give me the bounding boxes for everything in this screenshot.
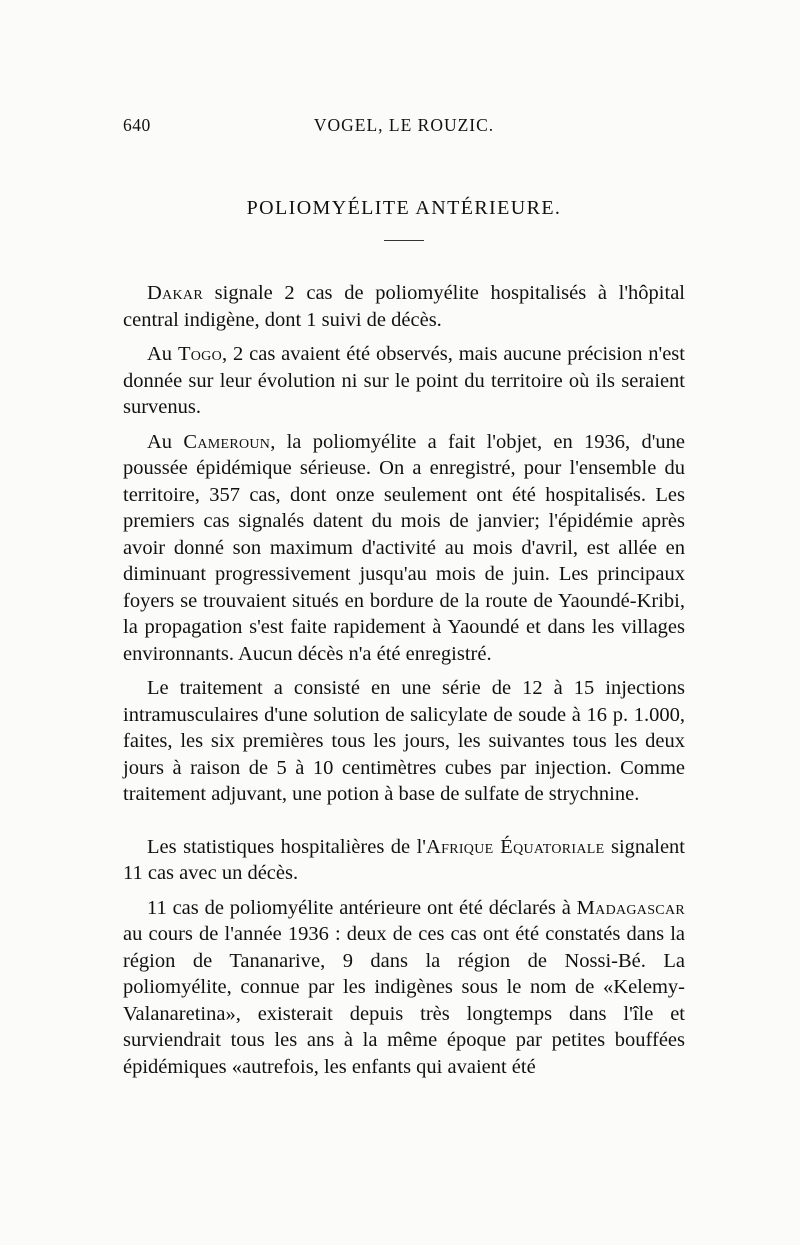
page-header	[123, 115, 685, 143]
paragraph-text: Le traitement a consisté en une série de 12 à 15 injections intramusculaires d'une solution de salicylate de soude à 16 p. 1.000, faites, les six premières tous les jours, les suivantes tous les deux jours à raison de 5 à 10 centimètres cubes par injection. Comme traitement adjuvant, une potion à base de sulfate de strychnine.	[123, 677, 685, 805]
title-rule	[384, 240, 424, 241]
paragraph-togo	[123, 341, 685, 421]
page-number: 640	[123, 115, 151, 135]
paragraph-cameroun	[123, 429, 685, 668]
place-name: Madagascar	[576, 896, 685, 919]
paragraph-text: , la poliomyélite a fait l'objet, en 1936, d'une poussée épidémique sérieuse. On a enregistré, pour l'ensemble du territoire, 357 cas, dont onze seulement ont été hospitalisés. Les premiers cas signalés datent du mois de janvier; l'épidémie après avoir donné son maximum d'activité au mois d'avril, est allée en diminuant progressivement jusqu'au mois de juin. Les principaux foyers se trouvaient situés en bordure de la route de Yaoundé-Kribi, la propagation s'est faite rapidement à Yaoundé et dans les villages environnants. Aucun décès n'a été enregistré.	[123, 430, 685, 665]
paragraph-start: Au	[147, 343, 178, 365]
body-text	[123, 280, 685, 1088]
paragraph-text: signalent 11 cas avec un décès.	[123, 835, 685, 884]
paragraph-dakar	[123, 280, 685, 333]
section-title: POLIOMYÉLITE ANTÉRIEURE.	[246, 197, 562, 219]
place-name: Togo	[177, 343, 222, 365]
paragraph-start: Les statistiques hospitalières de l'	[147, 835, 427, 858]
paragraph-text: signale 2 cas de poliomyélite hospitalisés à l'hôpital central indigène, dont 1 suivi de décès.	[123, 282, 685, 331]
paragraph-start: 11 cas de poliomyélite antérieure ont été déclarés à	[147, 896, 577, 919]
paragraph-madagascar	[123, 895, 685, 1081]
paragraph-afrique-equatoriale	[123, 834, 685, 887]
place-name: Cameroun	[183, 430, 271, 453]
place-name: Dakar	[147, 282, 203, 304]
paragraph-text: , 2 cas avaient été observés, mais aucune précision n'est donnée sur leur évolution ni sur le point du territoire où ils seraient survenus.	[123, 343, 685, 418]
running-title: VOGEL, LE ROUZIC.	[313, 115, 495, 135]
paragraph-traitement	[123, 675, 685, 808]
paragraph-start: Au	[147, 430, 184, 453]
paragraph-text: au cours de l'année 1936 : deux de ces cas ont été constatés dans la région de Tananarive, 9 dans la région de Nossi-Bé. La poliomyélite, connue par les indigènes sous le nom de «Kelemy-Valanaretina», existerait depuis très longtemps dans l'île et surviendrait tous les ans à la même époque par petites bouffées épidémiques «autrefois, les enfants qui avaient été	[123, 923, 685, 1078]
place-name: Afrique Équatoriale	[426, 835, 605, 858]
